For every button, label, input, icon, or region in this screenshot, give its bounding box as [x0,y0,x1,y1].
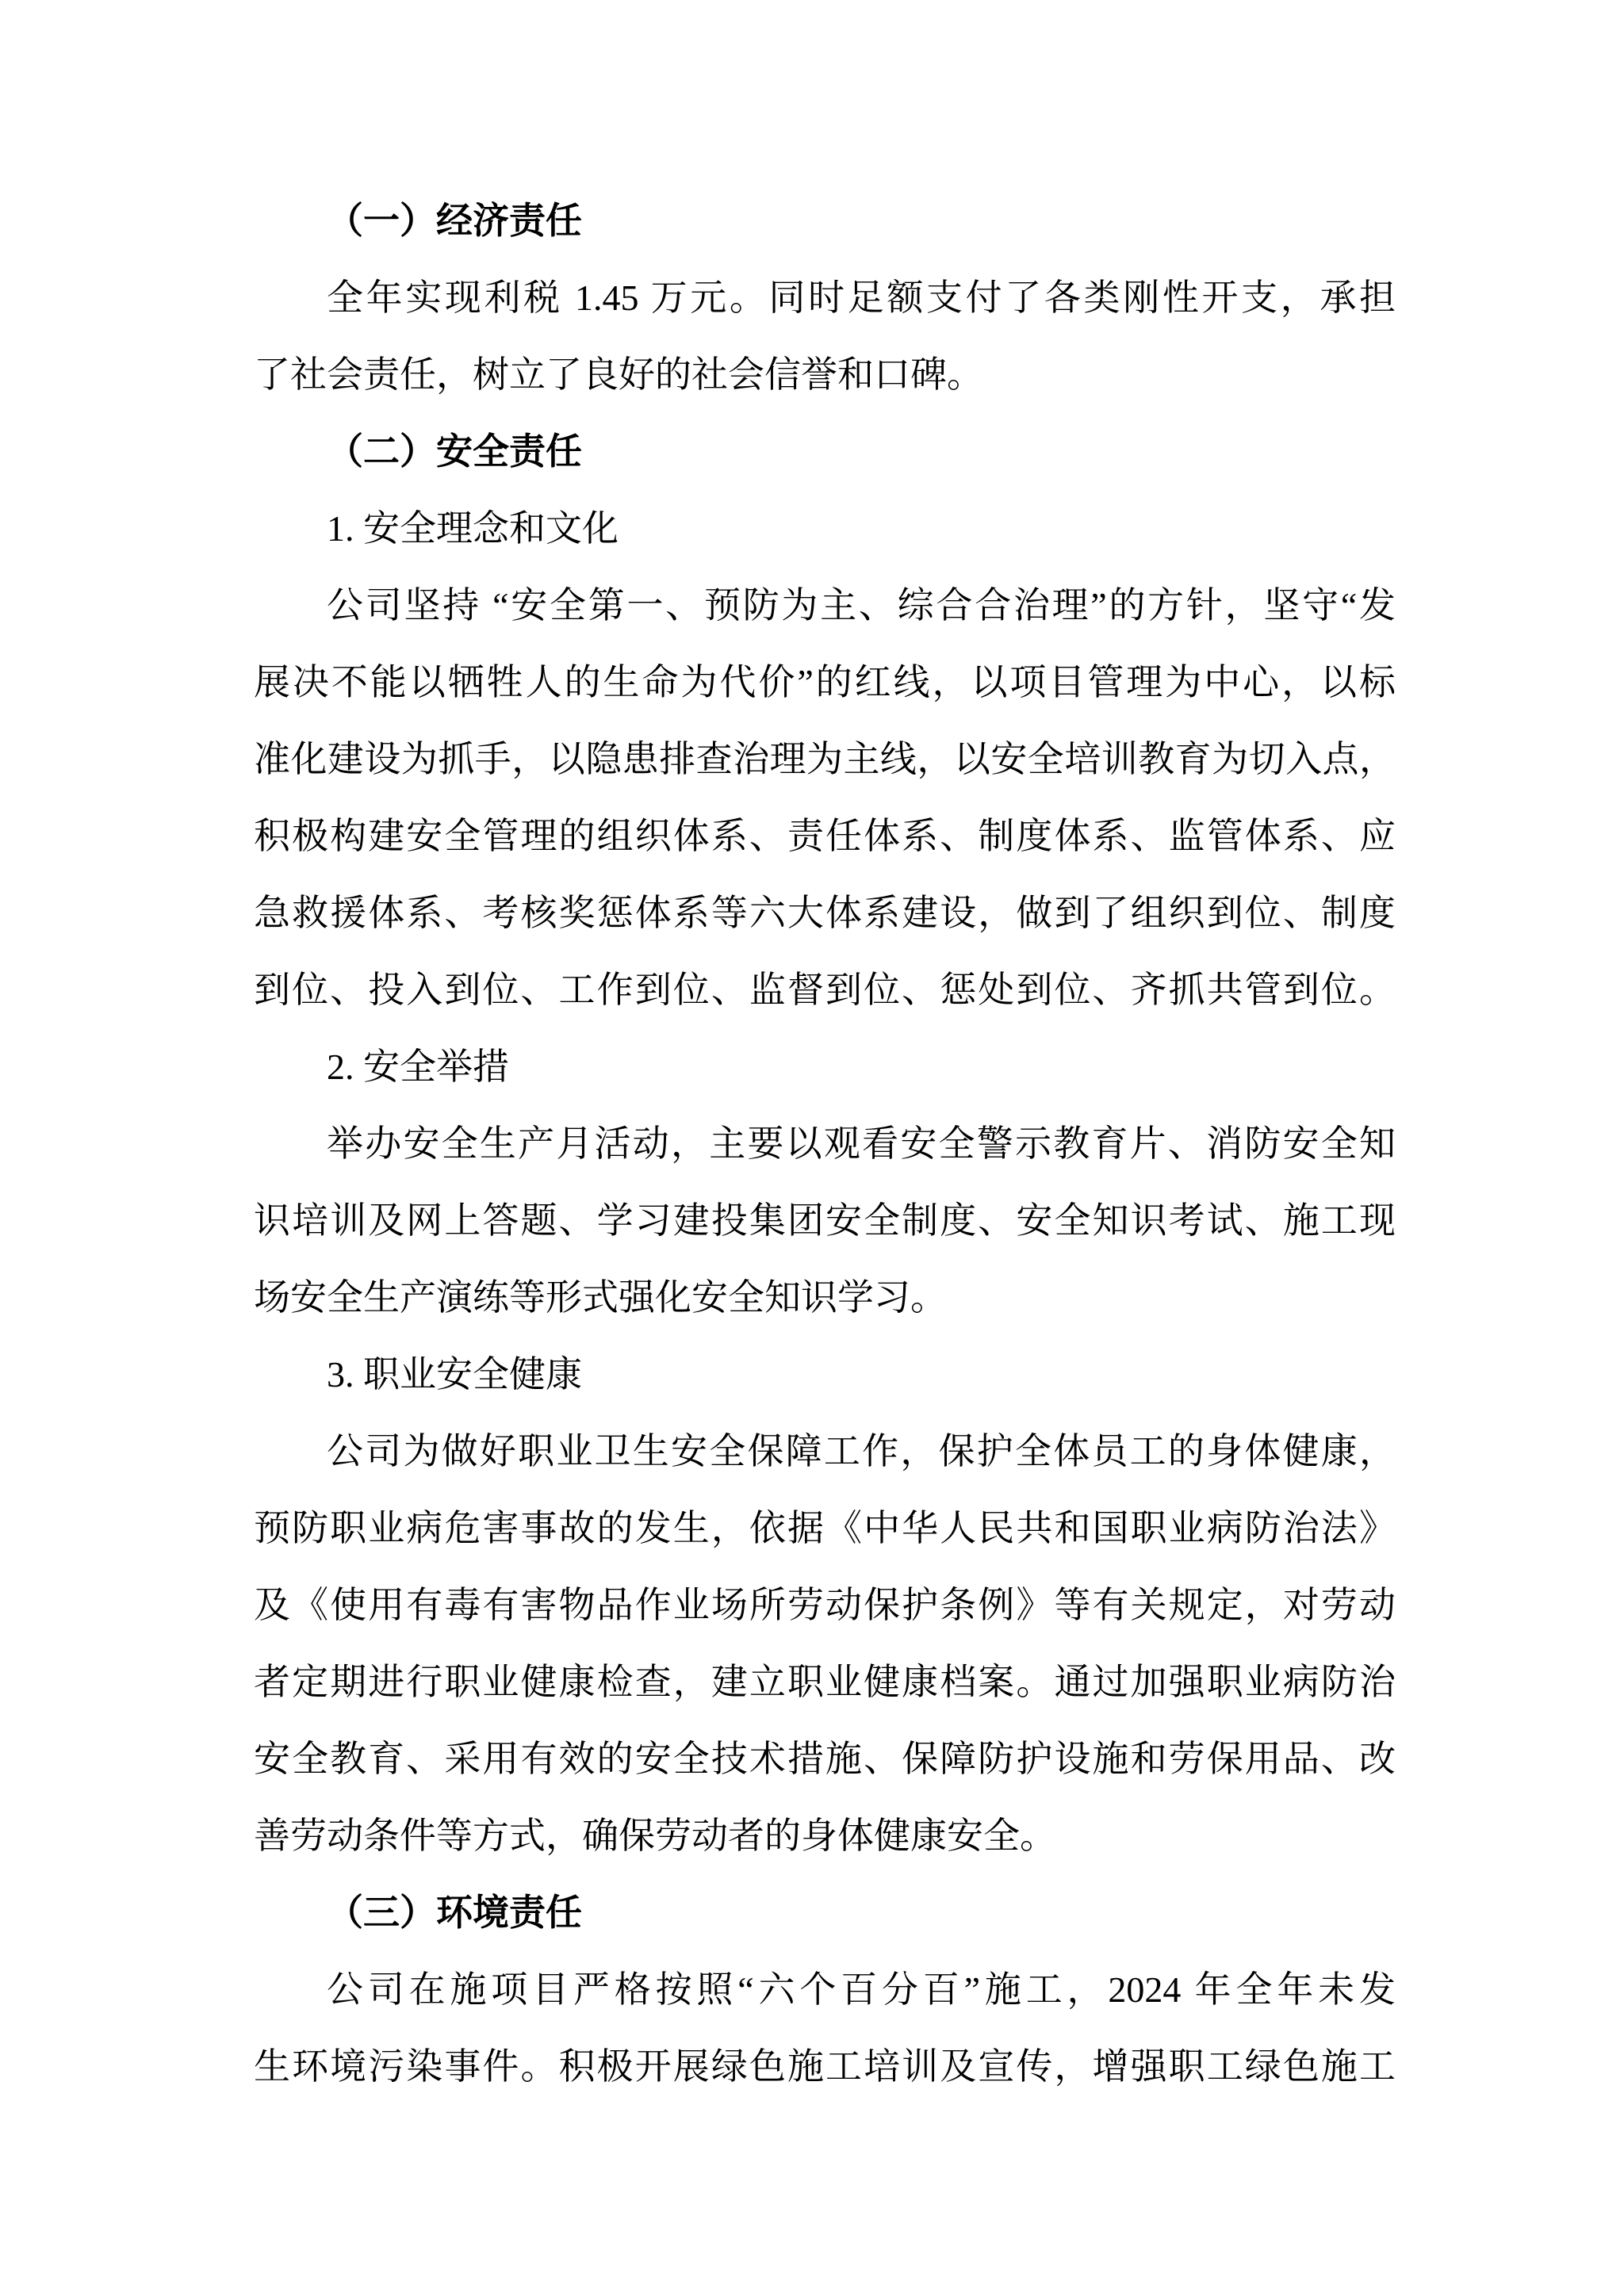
text-line: 者定期进行职业健康检查，建立职业健康档案。通过加强职业病防治 [254,1662,1396,1702]
section-heading: （一）经济责任 [327,201,582,241]
text-line: 及《使用有毒有害物品作业场所劳动保护条例》等有关规定，对劳动 [254,1585,1396,1625]
text-line: 公司为做好职业卫生安全保障工作，保护全体员工的身体健康， [327,1431,1396,1471]
text-line: 3. 职业安全健康 [327,1354,582,1395]
text-line: 急救援体系、考核奖惩体系等六大体系建设，做到了组织到位、制度 [254,893,1396,933]
text-line: 了社会责任，树立了良好的社会信誉和口碑。 [254,354,983,395]
text-line: 展决不能以牺牲人的生命为代价”的红线，以项目管理为中心，以标 [254,662,1396,702]
text-line: 积极构建安全管理的组织体系、责任体系、制度体系、监管体系、应 [254,816,1396,856]
text-line: 准化建设为抓手，以隐患排查治理为主线，以安全培训教育为切入点， [254,739,1396,779]
section-heading: （二）安全责任 [327,431,582,472]
text-line: 善劳动条件等方式，确保劳动者的身体健康安全。 [254,1816,1056,1856]
text-line: 1. 安全理念和文化 [327,508,619,549]
text-line: 到位、投入到位、工作到位、监督到位、惩处到位、齐抓共管到位。 [254,970,1396,1010]
text-line: 公司在施项目严格按照“六个百分百”施工，2024 年全年未发 [327,1969,1396,2010]
text-line: 2. 安全举措 [327,1047,509,1087]
text-line: 公司坚持 “安全第一、预防为主、综合合治理”的方针，坚守“发 [327,585,1396,626]
section-heading: （三）环境责任 [327,1892,582,1933]
text-line: 场安全生产演练等形式强化安全知识学习。 [254,1277,947,1318]
document-text-block [254,182,1396,2105]
text-line: 识培训及网上答题、学习建投集团安全制度、安全知识考试、施工现 [254,1200,1396,1241]
text-line: 全年实现利税 1.45 万元。同时足额支付了各类刚性开支，承担 [327,277,1396,318]
text-line: 预防职业病危害事故的发生，依据《中华人民共和国职业病防治法》 [254,1508,1396,1548]
text-line: 安全教育、采用有效的安全技术措施、保障防护设施和劳保用品、改 [254,1739,1396,1779]
text-line: 举办安全生产月活动，主要以观看安全警示教育片、消防安全知 [327,1123,1396,1164]
text-line: 生环境污染事件。积极开展绿色施工培训及宣传，增强职工绿色施工 [254,2046,1396,2087]
